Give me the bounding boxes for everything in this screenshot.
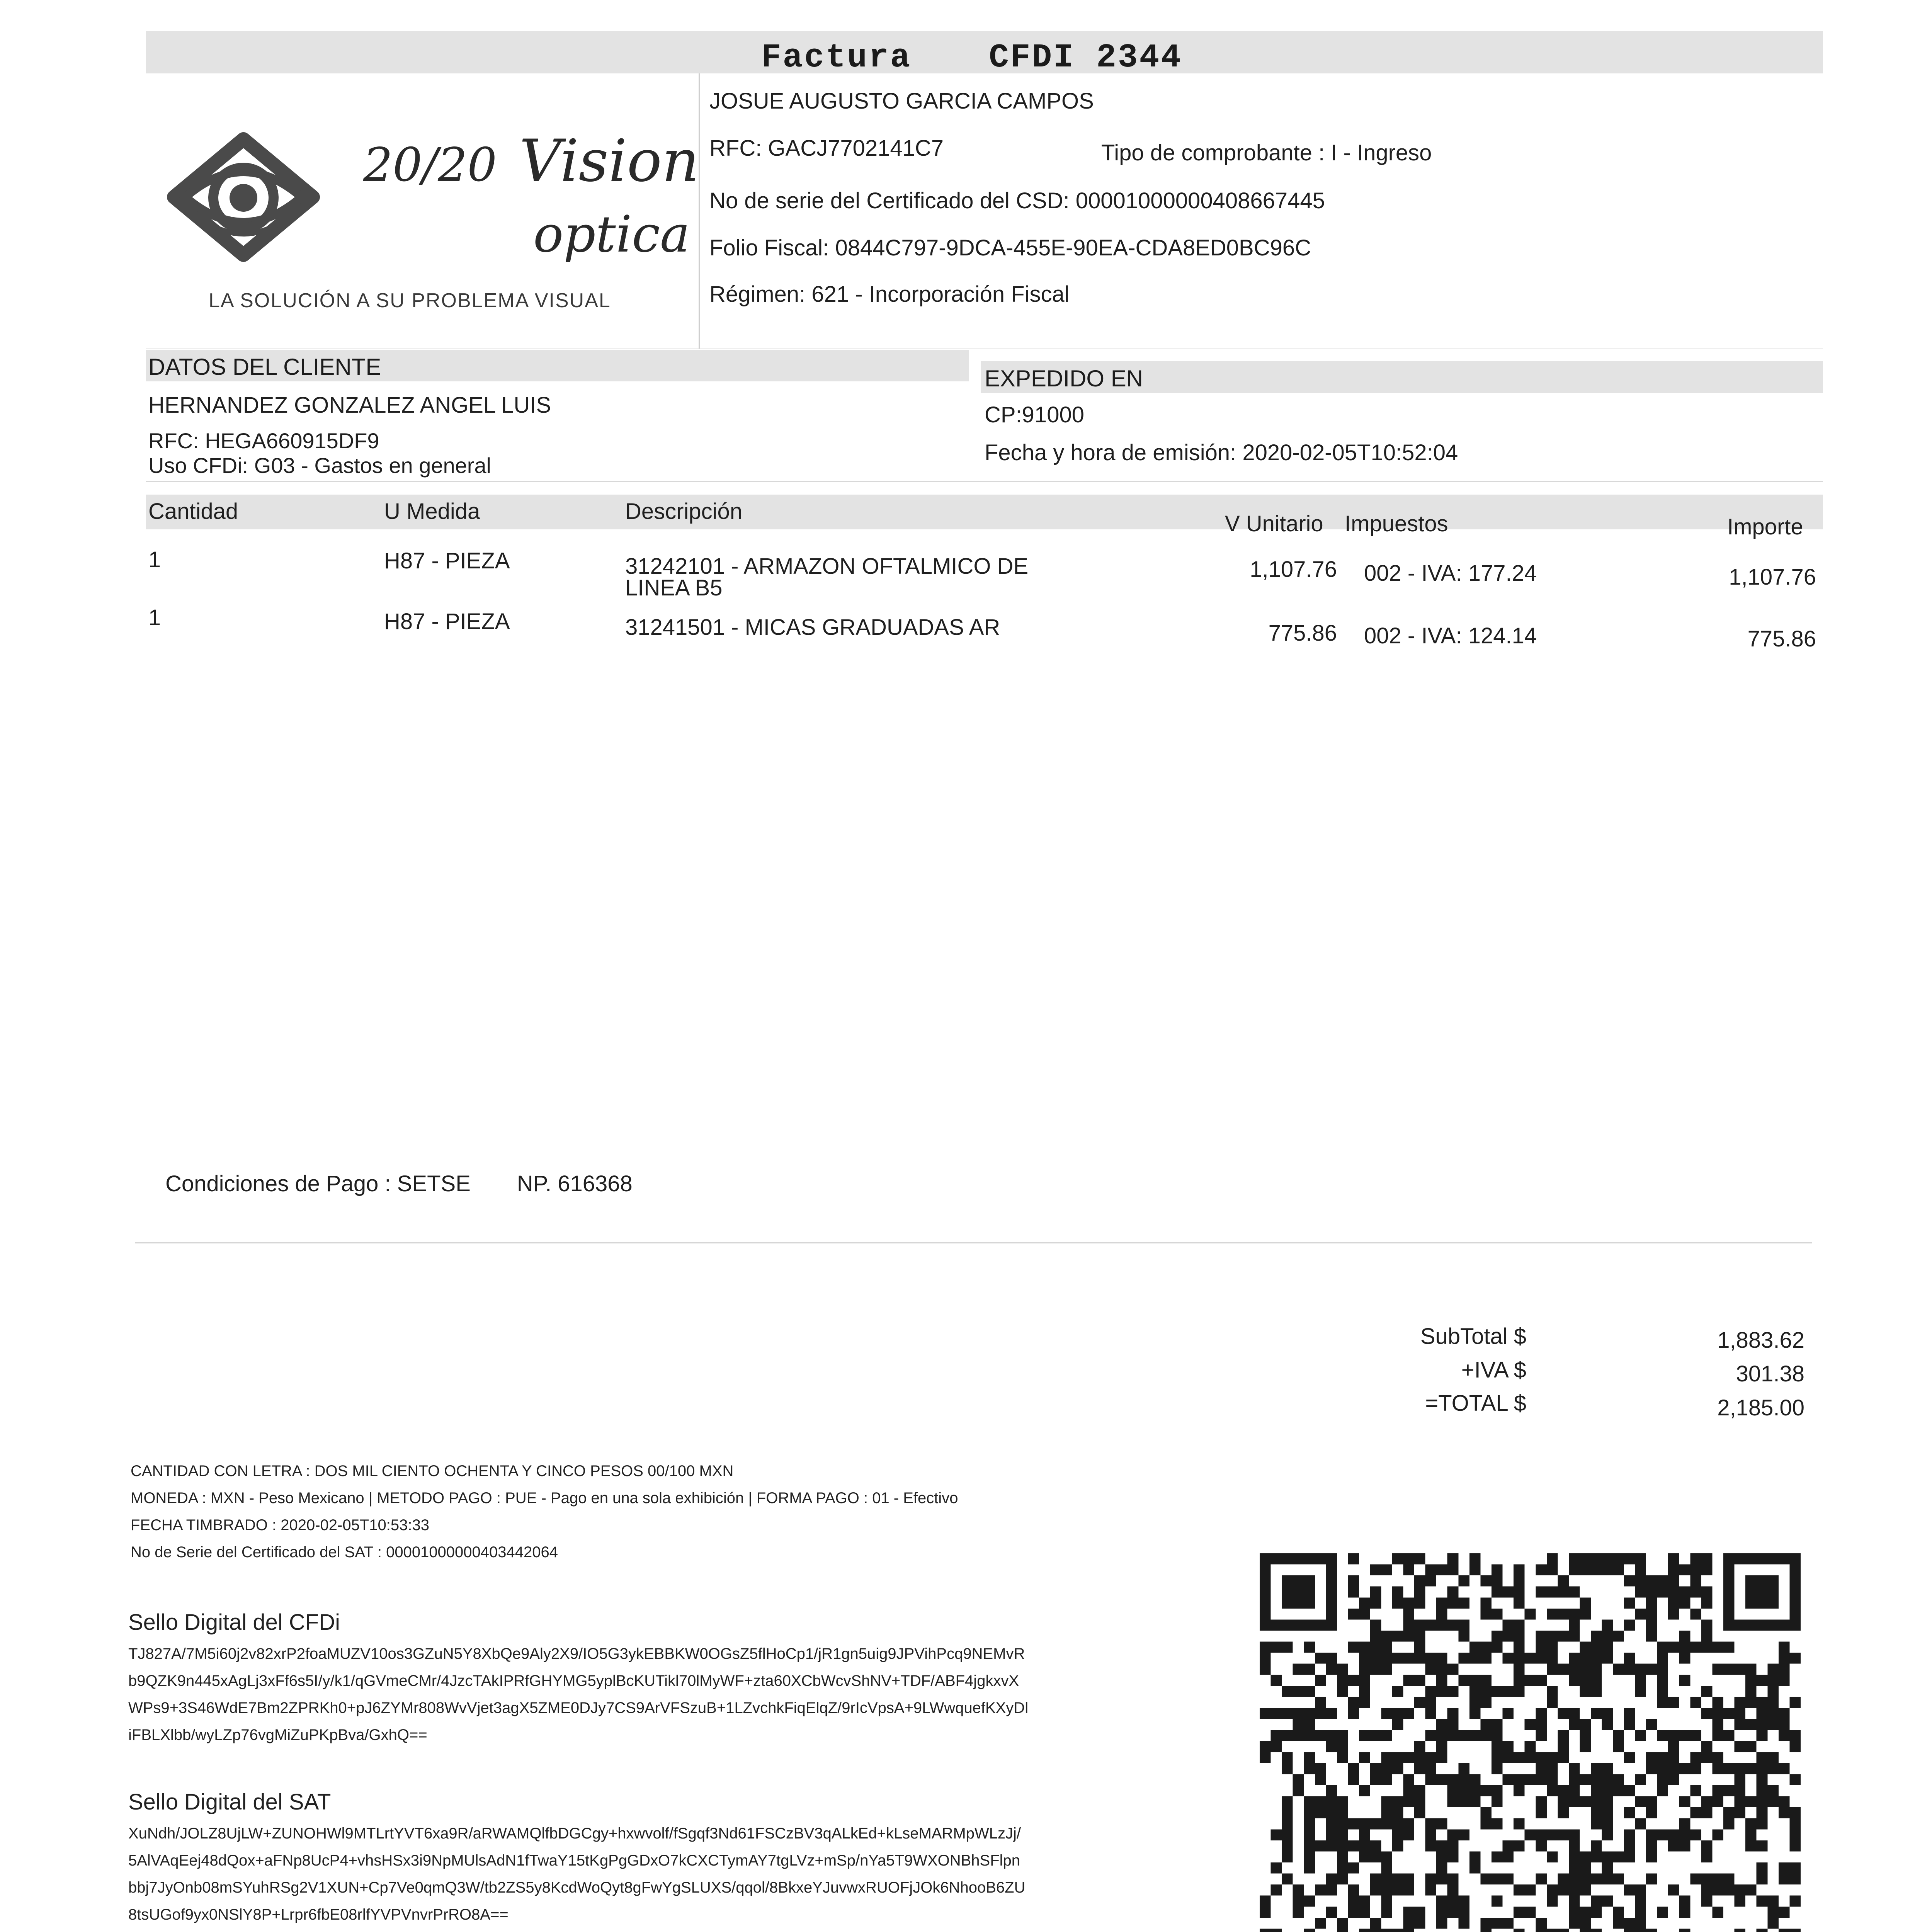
- document-title: [761, 39, 1182, 77]
- iva-label: +IVA $: [1461, 1357, 1526, 1383]
- logo-brand-word: Vision: [519, 128, 699, 195]
- col-importe: Importe: [1727, 514, 1803, 539]
- qr-code-icon: [1260, 1553, 1801, 1932]
- row1-impuestos: 002 - IVA: 177.24: [1364, 561, 1537, 586]
- row2-cantidad: 1: [148, 605, 161, 630]
- moneda-metodo-pago: MONEDA : MXN - Peso Mexicano | METODO PAGO : PUE - Pago en una sola exhibición | FORMA PAGO : 01 - Efectivo: [131, 1490, 958, 1507]
- logo-brand-sub: optica: [533, 205, 690, 264]
- row2-unidad: H87 - PIEZA: [384, 609, 510, 634]
- row2-impuestos: 002 - IVA: 124.14: [1364, 623, 1537, 648]
- row1-v-unitario: 1,107.76: [1250, 557, 1337, 582]
- col-cantidad: Cantidad: [148, 499, 238, 524]
- logo-brand: [363, 128, 699, 195]
- col-descripcion: Descripción: [625, 499, 742, 524]
- conditions-divider: [135, 1242, 1812, 1243]
- issuer-name: JOSUE AUGUSTO GARCIA CAMPOS: [709, 88, 1094, 114]
- subtotal-label: SubTotal $: [1420, 1324, 1526, 1349]
- payment-conditions: [165, 1171, 633, 1197]
- iva-value: 301.38: [1736, 1361, 1804, 1386]
- sello-cfdi-line: b9QZK9n445xAgLj3xFf6s5I/y/k1/qGVmeCMr/4JzcTAkIPRfGHYMG5yplBcKUTikl70lMyWF+zta60XCbWcvShNV+TDF/ABF4jgkxvX: [128, 1672, 1019, 1689]
- serie-certificado-sat: No de Serie del Certificado del SAT : 00001000000403442064: [131, 1544, 558, 1561]
- row2-importe: 775.86: [1747, 626, 1816, 651]
- sello-cfdi-line: iFBLXlbb/wyLZp76vgMiZuPKpBva/GxhQ==: [128, 1726, 427, 1743]
- client-name: HERNANDEZ GONZALEZ ANGEL LUIS: [148, 393, 551, 418]
- cantidad-con-letra: CANTIDAD CON LETRA : DOS MIL CIENTO OCHENTA Y CINCO PESOS 00/100 MXN: [131, 1463, 734, 1480]
- sello-cfdi-body: [128, 1640, 1187, 1748]
- np-number: NP. 616368: [517, 1171, 633, 1196]
- sello-cfdi-line: TJ827A/7M5i60j2v82xrP2foaMUZV10os3GZuN5Y8XbQe9Aly2X9/IO5G3ykEBBKW0OGsZ5flHoCp1/jR1gn5uig9JPVihPcq9NEMvR: [128, 1645, 1025, 1662]
- client-uso-cfdi: Uso CFDi: G03 - Gastos en general: [148, 453, 492, 478]
- sello-sat-line: XuNdh/JOLZ8UjLW+ZUNOHWl9MTLrtYVT6xa9R/aRWAMQlfbDGCgy+hxwvolf/fSgqf3Nd61FSCzBV3qALkEd+kLseMARMpWLzJj/: [128, 1825, 1021, 1842]
- header-divider: [699, 73, 700, 349]
- sello-sat-body: [128, 1820, 1187, 1928]
- col-impuestos: Impuestos: [1345, 511, 1448, 536]
- row1-importe: 1,107.76: [1729, 565, 1816, 590]
- row2-descripcion: 31241501 - MICAS GRADUADAS AR: [625, 615, 1000, 640]
- subtotal-value: 1,883.62: [1717, 1328, 1804, 1353]
- cfdi-number: CFDI 2344: [989, 39, 1182, 77]
- certificado-csd: No de serie del Certificado del CSD: 00001000000408667445: [709, 188, 1325, 213]
- expedido-cp: CP:91000: [985, 402, 1084, 427]
- fecha-emision: Fecha y hora de emisión: 2020-02-05T10:52:04: [985, 440, 1458, 465]
- total-value: 2,185.00: [1717, 1395, 1804, 1420]
- regimen-fiscal: Régimen: 621 - Incorporación Fiscal: [709, 282, 1070, 307]
- row1-descripcion-2: LINEA B5: [625, 575, 723, 600]
- logo-brand-number: 20/20: [363, 138, 497, 192]
- sello-cfdi-line: WPs9+3S46WdE7Bm2ZPRKh0+pJ6ZYMr808WvVjet3agX5ZME0DJy7CS9ArVFSzuB+1LZvchkFiqElqZ/9rIcVpsA+9LWwquefKXyDl: [128, 1699, 1029, 1716]
- expedido-section-label: EXPEDIDO EN: [985, 366, 1143, 391]
- fecha-timbrado: FECHA TIMBRADO : 2020-02-05T10:53:33: [131, 1517, 429, 1534]
- row2-v-unitario: 775.86: [1268, 621, 1337, 646]
- folio-fiscal: Folio Fiscal: 0844C797-9DCA-455E-90EA-CDA8ED0BC96C: [709, 235, 1311, 260]
- condiciones-pago: Condiciones de Pago : SETSE: [165, 1171, 471, 1196]
- tipo-comprobante: Tipo de comprobante : I - Ingreso: [1101, 140, 1432, 165]
- sello-sat-line: 5AlVAqEej48dQox+aFNp8UcP4+vhsHSx3i9NpMUlsAdN1fTwaY15tKgPgGDxO7kCXCTymAY7tgLVz+mSp/nYa5T9WXONBhSFlpn: [128, 1852, 1020, 1869]
- client-section-label: DATOS DEL CLIENTE: [148, 354, 381, 380]
- sello-sat-title: Sello Digital del SAT: [128, 1789, 331, 1815]
- row1-unidad: H87 - PIEZA: [384, 548, 510, 573]
- row1-cantidad: 1: [148, 547, 161, 572]
- sello-sat-line: bbj7JyOnb08mSYuhRSg2V1XUN+Cp7Ve0qmQ3W/tb2ZS5y8KcdWoQyt8gFwYgSLUXS/qqol/8BkxeYJuvwxRUOFjJOk6NhooB6ZU: [128, 1879, 1026, 1896]
- issuer-rfc: RFC: GACJ7702141C7: [709, 136, 944, 161]
- col-v-unitario: V Unitario: [1225, 511, 1323, 536]
- client-rfc: RFC: HEGA660915DF9: [148, 429, 379, 453]
- qr-code: [1260, 1553, 1801, 1932]
- row1-descripcion: 31242101 - ARMAZON OFTALMICO DE: [625, 554, 1029, 579]
- doc-type-label: Factura: [761, 39, 912, 77]
- col-unidad: U Medida: [384, 499, 480, 524]
- total-label: =TOTAL $: [1425, 1391, 1526, 1416]
- logo-slogan: LA SOLUCIÓN A SU PROBLEMA VISUAL: [209, 289, 611, 312]
- sello-sat-line: 8tsUGof9yx0NSlY8P+Lrpr6fbE08rlfYVPVnvrPrRO8A==: [128, 1906, 509, 1923]
- sello-cfdi-title: Sello Digital del CFDi: [128, 1610, 340, 1635]
